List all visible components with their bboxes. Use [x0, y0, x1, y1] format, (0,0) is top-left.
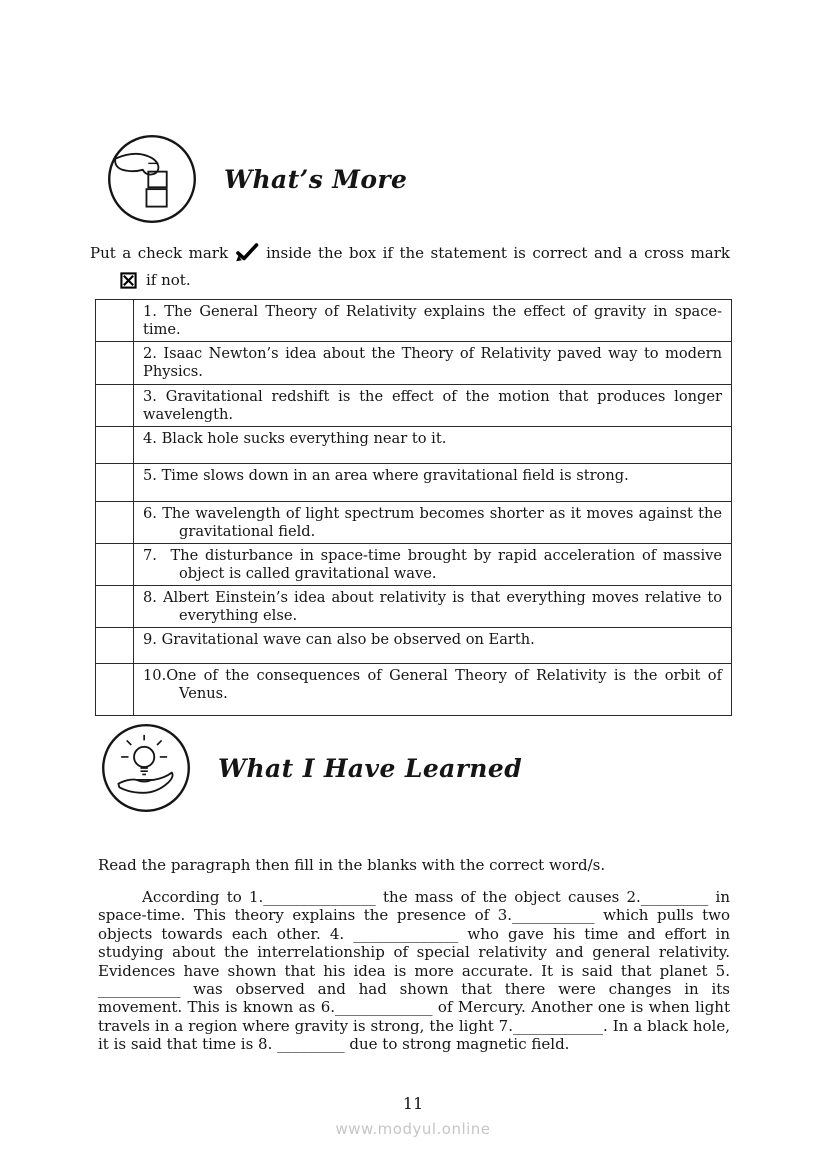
statement-text: 8. Albert Einstein’s idea about relativity is that everything moves relative to everything else. [134, 586, 732, 628]
statement-text: 5. Time slows down in an area where gravitational field is strong. [134, 464, 732, 502]
statements-table [95, 299, 732, 716]
watermark: www.modyul.online [335, 1120, 491, 1138]
answer-box[interactable] [96, 427, 134, 464]
whats-more-instruction [90, 242, 730, 291]
answer-box[interactable] [96, 464, 134, 502]
statement-text: 7. The disturbance in space-time brought by rapid acceleration of massive object is called gravitational wave. [134, 544, 732, 586]
what-i-have-learned-title: What I Have Learned [218, 753, 523, 783]
statement-text: 6. The wavelength of light spectrum becomes shorter as it moves against the gravitational field. [134, 502, 732, 544]
fill-in-instruction: Read the paragraph then fill in the blanks with the correct word/s. [98, 856, 606, 874]
answer-box[interactable] [96, 664, 134, 716]
table-row [96, 664, 732, 716]
answer-box[interactable] [96, 544, 134, 586]
instruction-after-check: inside the box if the statement is correct and a cross mark [266, 244, 730, 262]
table-row [96, 502, 732, 544]
lightbulb-in-hand-icon [100, 722, 192, 814]
instruction-before-check: Put a check mark [90, 244, 229, 262]
table-row [96, 427, 732, 464]
whats-more-title: What’s More [224, 164, 408, 194]
statement-text: 2. Isaac Newton’s idea about the Theory of Relativity paved way to modern Physics. [134, 342, 732, 385]
table-row [96, 464, 732, 502]
hand-stacking-blocks-icon [106, 133, 198, 225]
table-row [96, 385, 732, 427]
instruction-line-2 [120, 269, 730, 291]
what-i-have-learned-header [100, 722, 522, 814]
page-number: 11 [402, 1094, 424, 1113]
table-row [96, 586, 732, 628]
answer-box[interactable] [96, 342, 134, 385]
answer-box[interactable] [96, 502, 134, 544]
instruction-after-cross: if not. [146, 271, 191, 289]
answer-box[interactable] [96, 586, 134, 628]
check-mark-icon [235, 243, 259, 268]
cross-mark-icon [120, 272, 137, 289]
table-row [96, 544, 732, 586]
statement-text: 4. Black hole sucks everything near to it. [134, 427, 732, 464]
whats-more-header [106, 133, 407, 225]
table-row [96, 628, 732, 664]
statement-text: 1. The General Theory of Relativity explains the effect of gravity in space-time. [134, 300, 732, 342]
answer-box[interactable] [96, 628, 134, 664]
statement-text: 10.One of the consequences of General Theory of Relativity is the orbit of Venus. [134, 664, 732, 716]
statement-text: 9. Gravitational wave can also be observed on Earth. [134, 628, 732, 664]
table-row [96, 342, 732, 385]
table-row [96, 300, 732, 342]
answer-box[interactable] [96, 385, 134, 427]
instruction-line-1 [90, 242, 730, 268]
answer-box[interactable] [96, 300, 134, 342]
fill-in-paragraph: According to 1._______________ the mass of the object causes 2._________ in space-time. This theory explains the presence of 3.___________ which pulls two objects towards each other. 4. ______________ who gave his time and effort in studying about the interrelationship of special relativity and general relativity. Evidences have shown that his idea is more accurate. It is said that planet 5. ___________ was observed and had shown that there were changes in its movement. This is known as 6._____________ of Mercury. Another one is when light travels in a region where gravity is strong, the light 7.____________. In a black hole, it is said that time is 8. _________ due to strong magnetic field. [98, 888, 730, 1054]
statement-text: 3. Gravitational redshift is the effect of the motion that produces longer wavelength. [134, 385, 732, 427]
